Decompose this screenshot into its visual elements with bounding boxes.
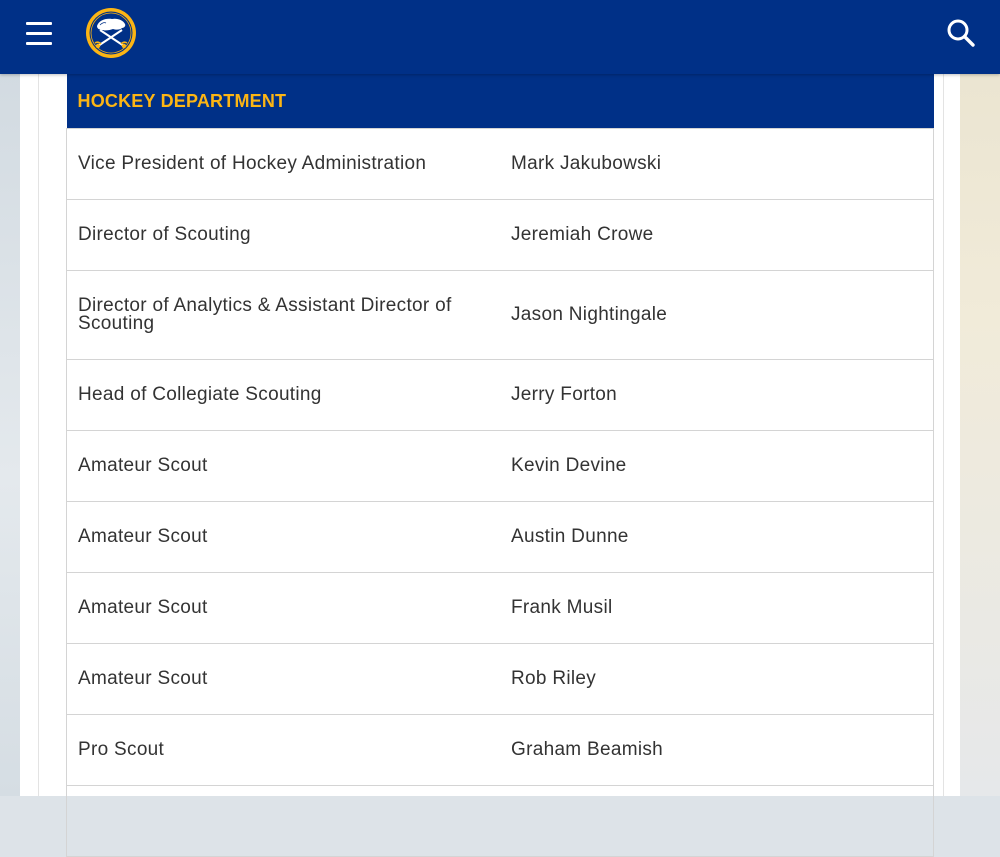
staff-name: Jason Nightingale bbox=[500, 271, 934, 360]
hamburger-icon-bar bbox=[26, 42, 52, 45]
staff-name: Frank Musil bbox=[500, 573, 934, 644]
top-navigation-bar bbox=[0, 0, 1000, 74]
table-row bbox=[67, 360, 934, 431]
table-row bbox=[67, 431, 934, 502]
logo-icon bbox=[84, 6, 138, 60]
staff-name: Graham Beamish bbox=[500, 715, 934, 786]
table-row bbox=[67, 271, 934, 360]
staff-title: Amateur Scout bbox=[67, 502, 501, 573]
staff-title: Vice President of Hockey Administration bbox=[67, 129, 501, 200]
staff-title: Pro Scout bbox=[67, 715, 501, 786]
staff-title bbox=[67, 786, 501, 857]
staff-title: Head of Collegiate Scouting bbox=[67, 360, 501, 431]
hockey-department-table bbox=[66, 74, 934, 857]
table-row bbox=[67, 129, 934, 200]
staff-title: Amateur Scout bbox=[67, 573, 501, 644]
hamburger-icon-bar bbox=[26, 32, 52, 35]
search-button[interactable] bbox=[940, 12, 982, 54]
table-row bbox=[67, 200, 934, 271]
table-row bbox=[67, 573, 934, 644]
section-title: HOCKEY DEPARTMENT bbox=[67, 74, 934, 129]
staff-title: Director of Analytics & Assistant Director of Scouting bbox=[67, 271, 501, 360]
staff-name: Jerry Forton bbox=[500, 360, 934, 431]
staff-name: Jeremiah Crowe bbox=[500, 200, 934, 271]
table-row bbox=[67, 786, 934, 857]
hamburger-icon bbox=[26, 22, 52, 25]
staff-name bbox=[500, 786, 934, 857]
staff-title: Amateur Scout bbox=[67, 431, 501, 502]
table-header-row bbox=[67, 74, 934, 129]
staff-title: Director of Scouting bbox=[67, 200, 501, 271]
menu-button[interactable] bbox=[18, 16, 60, 52]
buffalo-sabres-logo[interactable] bbox=[84, 6, 138, 60]
table-row bbox=[67, 502, 934, 573]
table-row bbox=[67, 644, 934, 715]
search-icon bbox=[940, 12, 982, 54]
staff-title: Amateur Scout bbox=[67, 644, 501, 715]
staff-name: Rob Riley bbox=[500, 644, 934, 715]
staff-name: Austin Dunne bbox=[500, 502, 934, 573]
table-row bbox=[67, 715, 934, 786]
background-left-edge bbox=[0, 0, 20, 796]
background-right-edge bbox=[960, 0, 1000, 796]
staff-name: Mark Jakubowski bbox=[500, 129, 934, 200]
staff-name: Kevin Devine bbox=[500, 431, 934, 502]
